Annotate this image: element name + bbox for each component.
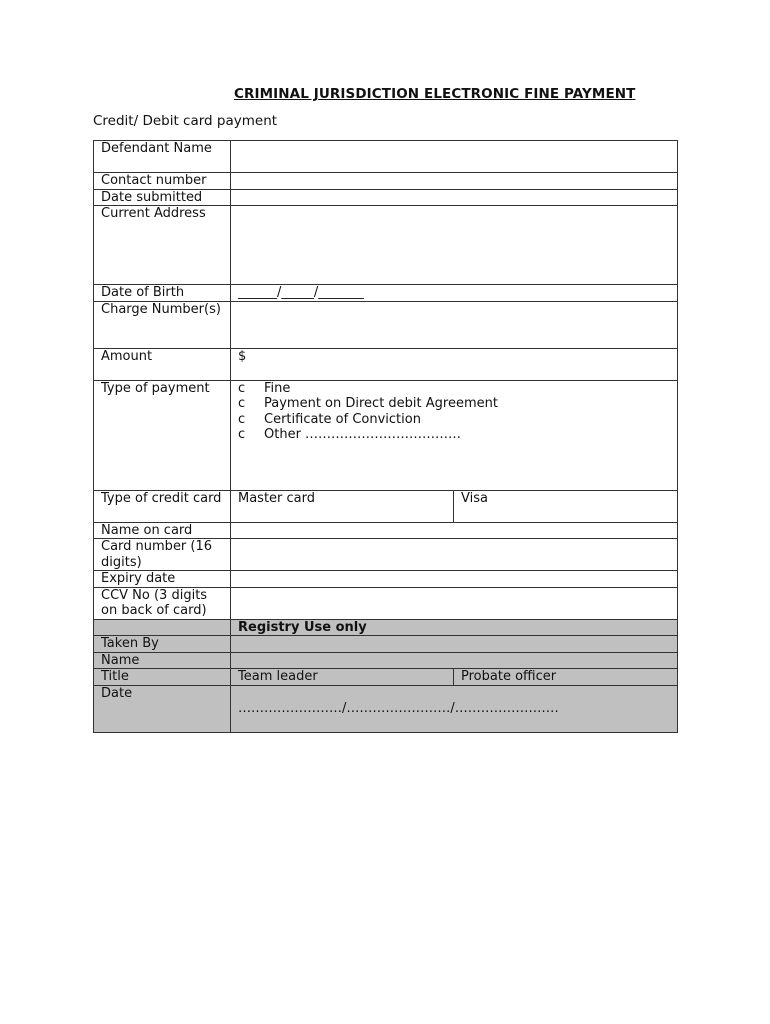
input-contact-number[interactable] bbox=[231, 173, 678, 190]
option-master-card[interactable]: Master card bbox=[231, 490, 454, 522]
payment-options bbox=[231, 380, 678, 490]
registry-heading: Registry Use only bbox=[231, 619, 678, 636]
label-date-of-birth: Date of Birth bbox=[94, 285, 231, 302]
row-contact-number bbox=[94, 173, 678, 190]
label-current-address: Current Address bbox=[94, 206, 231, 285]
row-registry-title bbox=[94, 669, 678, 686]
row-registry-heading bbox=[94, 619, 678, 636]
row-card-number bbox=[94, 539, 678, 571]
label-contact-number: Contact number bbox=[94, 173, 231, 190]
label-registry-name: Name bbox=[94, 652, 231, 669]
payment-option-certificate[interactable] bbox=[238, 412, 670, 428]
input-date-submitted[interactable] bbox=[231, 189, 678, 206]
row-ccv bbox=[94, 587, 678, 619]
label-card-number: Card number (16 digits) bbox=[94, 539, 231, 571]
option-team-leader[interactable]: Team leader bbox=[231, 669, 454, 686]
form-subtitle: Credit/ Debit card payment bbox=[93, 113, 278, 129]
input-date-of-birth[interactable]: ______/_____/_______ bbox=[231, 285, 678, 302]
payment-option-label: Certificate of Conviction bbox=[264, 411, 421, 427]
input-card-number[interactable] bbox=[231, 539, 678, 571]
checkbox-icon[interactable]: c bbox=[238, 411, 246, 427]
row-date-submitted bbox=[94, 189, 678, 206]
label-registry-title: Title bbox=[94, 669, 231, 686]
input-current-address[interactable] bbox=[231, 206, 678, 285]
option-visa[interactable]: Visa bbox=[454, 490, 678, 522]
label-type-of-payment: Type of payment bbox=[94, 380, 231, 490]
row-amount bbox=[94, 348, 678, 380]
checkbox-icon[interactable]: c bbox=[238, 396, 246, 411]
row-name-on-card bbox=[94, 522, 678, 539]
row-type-of-payment bbox=[94, 380, 678, 490]
row-registry-name bbox=[94, 652, 678, 669]
payment-option-fine[interactable] bbox=[238, 381, 670, 397]
input-expiry-date[interactable] bbox=[231, 571, 678, 588]
row-charge-numbers bbox=[94, 301, 678, 348]
registry-heading-blank bbox=[94, 619, 231, 636]
payment-option-label: Fine bbox=[264, 380, 291, 396]
label-defendant-name: Defendant Name bbox=[94, 141, 231, 173]
row-expiry-date bbox=[94, 571, 678, 588]
input-registry-date[interactable]: ……………………/……………………/…………………… bbox=[231, 685, 678, 732]
payment-option-direct-debit[interactable] bbox=[238, 396, 670, 412]
row-current-address bbox=[94, 206, 678, 285]
checkbox-icon[interactable]: c bbox=[238, 427, 246, 442]
label-date-submitted: Date submitted bbox=[94, 189, 231, 206]
payment-option-label: Other ……………………………… bbox=[264, 427, 462, 442]
row-date-of-birth bbox=[94, 285, 678, 302]
input-charge-numbers[interactable] bbox=[231, 301, 678, 348]
input-ccv[interactable] bbox=[231, 587, 678, 619]
payment-option-label: Payment on Direct debit Agreement bbox=[264, 396, 498, 411]
option-probate-officer[interactable]: Probate officer bbox=[454, 669, 678, 686]
label-registry-date: Date bbox=[94, 685, 231, 732]
row-type-of-credit-card bbox=[94, 490, 678, 522]
input-defendant-name[interactable] bbox=[231, 141, 678, 173]
label-type-of-credit-card: Type of credit card bbox=[94, 490, 231, 522]
label-amount: Amount bbox=[94, 348, 231, 380]
checkbox-icon[interactable]: c bbox=[238, 380, 246, 396]
row-taken-by bbox=[94, 636, 678, 653]
payment-form-table bbox=[93, 140, 678, 733]
input-amount[interactable]: $ bbox=[231, 348, 678, 380]
input-name-on-card[interactable] bbox=[231, 522, 678, 539]
row-registry-date bbox=[94, 685, 678, 732]
input-registry-name[interactable] bbox=[231, 652, 678, 669]
label-expiry-date: Expiry date bbox=[94, 571, 231, 588]
payment-option-other[interactable] bbox=[238, 427, 670, 443]
label-taken-by: Taken By bbox=[94, 636, 231, 653]
label-charge-numbers: Charge Number(s) bbox=[94, 301, 231, 348]
form-title: CRIMINAL JURISDICTION ELECTRONIC FINE PAYMENT bbox=[234, 86, 636, 102]
input-taken-by[interactable] bbox=[231, 636, 678, 653]
label-ccv: CCV No (3 digits on back of card) bbox=[94, 587, 231, 619]
label-name-on-card: Name on card bbox=[94, 522, 231, 539]
row-defendant-name bbox=[94, 141, 678, 173]
